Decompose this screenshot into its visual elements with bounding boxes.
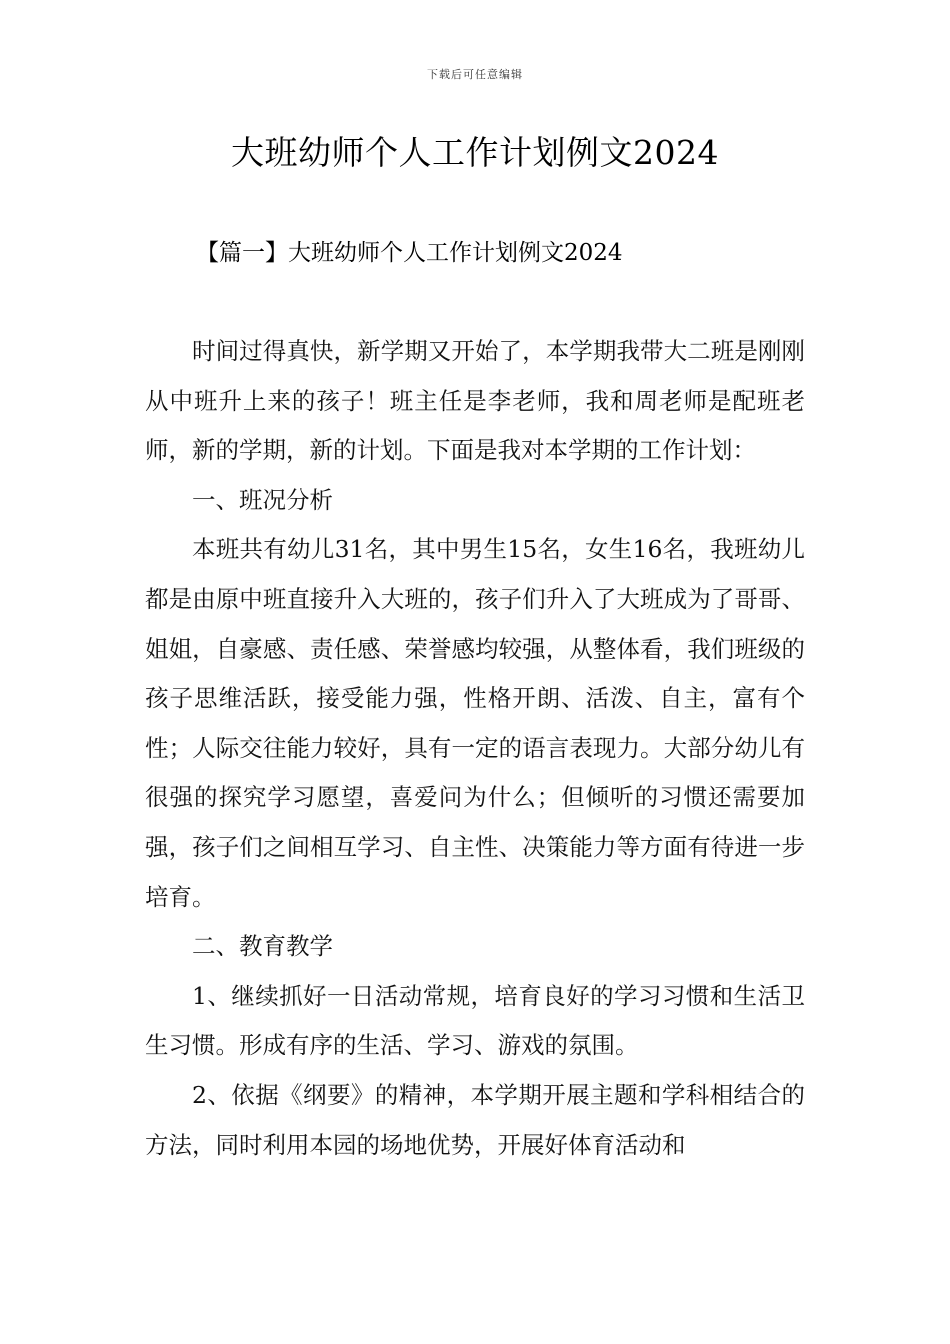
heading-education-teaching: 二、教育教学 <box>192 932 333 961</box>
body-text <box>145 327 805 1170</box>
heading-class-analysis: 一、班况分析 <box>192 485 333 514</box>
paragraph-intro: 时间过得真快，新学期又开始了，本学期我带大二班是刚刚从中班升上来的孩子！班主任是李老师，我和周老师是配班老师，新的学期，新的计划。下面是我对本学期的工作计划： <box>145 337 805 465</box>
paragraph-class-analysis: 本班共有幼儿31名，其中男生15名，女生16名，我班幼儿都是由原中班直接升入大班的，孩子们升入了大班成为了哥哥、姐姐，自豪感、责任感、荣誉感均较强，从整体看，我们班级的孩子思维活跃，接受能力强，性格开朗、活泼、自主，富有个性；人际交往能力较好，具有一定的语言表现力。大部分幼儿有很强的探究学习愿望，喜爱问为什么；但倾听的习惯还需要加强，孩子们之间相互学习、自主性、决策能力等方面有待进一步培育。 <box>145 535 805 911</box>
document-title: 大班幼师个人工作计划例文2024 <box>231 133 719 172</box>
paragraph-item-1: 1、继续抓好一日活动常规，培育良好的学习习惯和生活卫生习惯。形成有序的生活、学习、游戏的氛围。 <box>145 981 805 1060</box>
header-note: 下载后可任意编辑 <box>427 68 523 81</box>
section-title: 【篇一】大班幼师个人工作计划例文2024 <box>196 240 623 266</box>
paragraph-item-2: 2、依据《纲要》的精神，本学期开展主题和学科相结合的方法，同时利用本园的场地优势，开展好体育活动和 <box>145 1080 805 1159</box>
